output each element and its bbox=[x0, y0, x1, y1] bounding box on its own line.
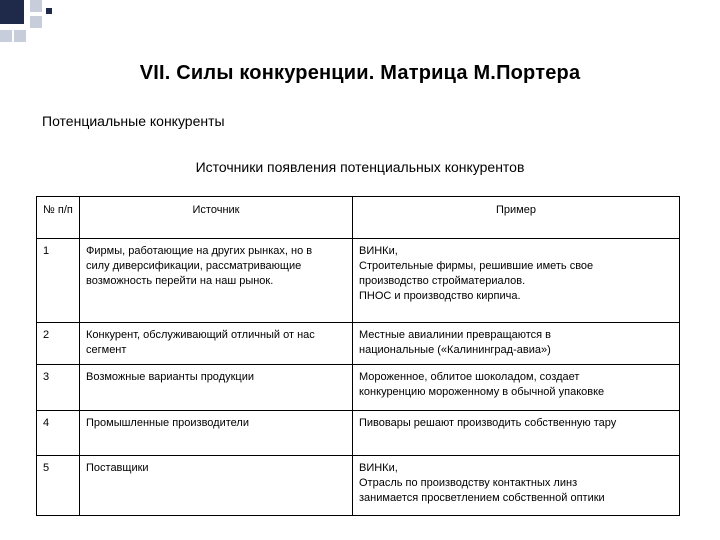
cell-line: национальные («Калининград-авиа») bbox=[359, 344, 551, 356]
slide-subtitle: Потенциальные конкуренты bbox=[42, 113, 225, 129]
cell-line: Поставщики bbox=[86, 462, 149, 474]
cell-line: возможность перейти на наш рынок. bbox=[86, 275, 274, 287]
decor-square-6 bbox=[46, 8, 52, 14]
row-example bbox=[353, 239, 680, 323]
cell-line: Фирмы, работающие на других рынках, но в bbox=[86, 245, 313, 257]
table-row bbox=[37, 239, 680, 323]
cell-line: конкуренцию мороженному в обычной упаковке bbox=[359, 386, 605, 398]
row-example bbox=[353, 411, 680, 456]
row-source bbox=[80, 323, 353, 365]
cell-line: Строительные фирмы, решившие иметь свое bbox=[359, 260, 594, 272]
row-num: 1 bbox=[37, 239, 80, 323]
cell-line: Пивовары решают производить собственную тару bbox=[359, 417, 617, 429]
header-example: Пример bbox=[353, 197, 680, 239]
cell-line: Промышленные производители bbox=[86, 417, 249, 429]
decor-square-4 bbox=[0, 30, 12, 42]
header-source: Источник bbox=[80, 197, 353, 239]
row-source bbox=[80, 456, 353, 516]
cell-line: Отрасль по производству контактных линз bbox=[359, 477, 578, 489]
table-row bbox=[37, 323, 680, 365]
decor-square-5 bbox=[14, 30, 26, 42]
competitors-table bbox=[36, 196, 680, 516]
row-num: 5 bbox=[37, 456, 80, 516]
cell-line: сегмент bbox=[86, 344, 127, 356]
table-header-row bbox=[37, 197, 680, 239]
table-caption: Источники появления потенциальных конкурентов bbox=[195, 159, 525, 175]
row-example bbox=[353, 456, 680, 516]
cell-line: ПНОС и производство кирпича. bbox=[359, 290, 521, 302]
cell-line: Возможные варианты продукции bbox=[86, 371, 255, 383]
cell-line: занимается просветлением собственной оптики bbox=[359, 492, 605, 504]
row-source bbox=[80, 239, 353, 323]
cell-line: Местные авиалинии превращаются в bbox=[359, 329, 552, 341]
row-source bbox=[80, 411, 353, 456]
row-source bbox=[80, 365, 353, 411]
cell-line: ВИНКи, bbox=[359, 462, 398, 474]
row-example bbox=[353, 323, 680, 365]
cell-line: Конкурент, обслуживающий отличный от нас bbox=[86, 329, 315, 341]
header-num: № п/п bbox=[37, 197, 80, 239]
table-row bbox=[37, 365, 680, 411]
decor-square-2 bbox=[30, 0, 42, 12]
row-example bbox=[353, 365, 680, 411]
cell-line: Мороженное, облитое шоколадом, создает bbox=[359, 371, 580, 383]
decor-square-1 bbox=[0, 0, 24, 24]
table-row bbox=[37, 456, 680, 516]
row-num: 4 bbox=[37, 411, 80, 456]
cell-line: силу диверсификации, рассматривающие bbox=[86, 260, 302, 272]
row-num: 2 bbox=[37, 323, 80, 365]
table-row bbox=[37, 411, 680, 456]
decor-square-3 bbox=[30, 16, 42, 28]
slide-title: VII. Силы конкуренции. Матрица М.Портера bbox=[139, 62, 581, 84]
cell-line: производство стройматериалов. bbox=[359, 275, 526, 287]
row-num: 3 bbox=[37, 365, 80, 411]
cell-line: ВИНКи, bbox=[359, 245, 398, 257]
